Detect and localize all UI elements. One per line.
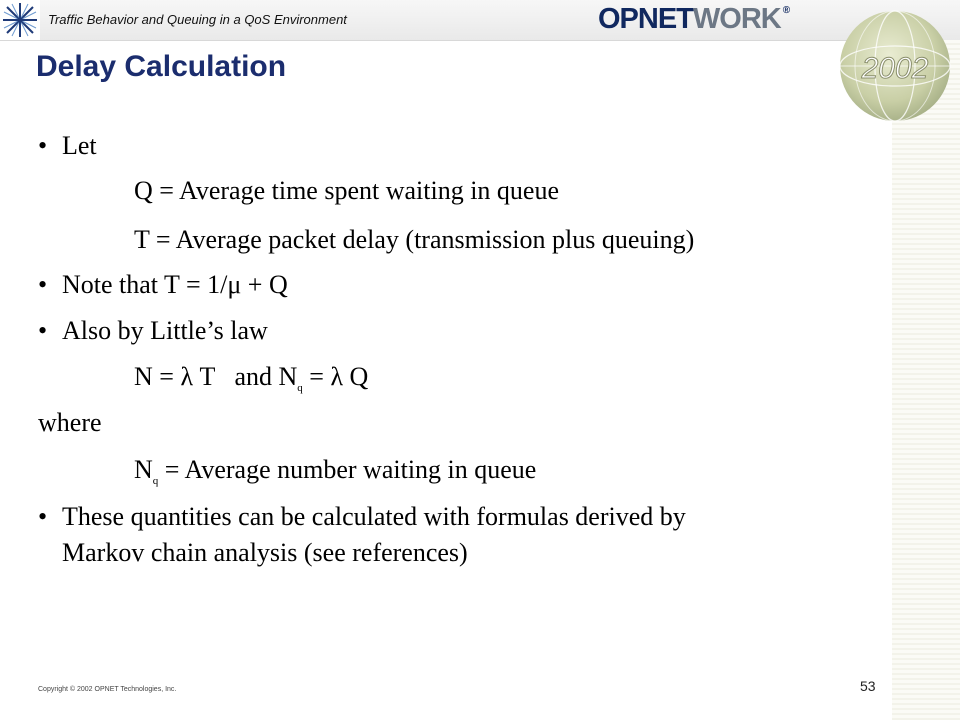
opnetwork-2002-globe-badge — [836, 6, 954, 124]
nq-def-subscript: q — [152, 475, 159, 487]
badge-year-text: 2002 — [861, 52, 929, 85]
opnetwork-logo — [598, 4, 789, 34]
bullet-dot: • — [38, 502, 48, 531]
where-text: where — [38, 408, 102, 437]
let-text: Let — [62, 131, 97, 160]
quantities-line-1: These quantities can be calculated with formulas derived by — [62, 502, 686, 531]
bullet-dot: • — [38, 316, 48, 345]
littles-law-part-a: N = λ T and N — [134, 362, 298, 391]
bullet-dot: • — [38, 131, 48, 160]
right-side-pattern — [892, 40, 960, 720]
t-definition: T = Average packet delay (transmission plus queuing) — [134, 225, 695, 254]
slide-title: Delay Calculation — [36, 50, 287, 83]
presentation-subtitle: Traffic Behavior and Queuing in a QoS Environment — [48, 12, 347, 27]
note-formula: Note that T = 1/μ + Q — [62, 270, 288, 299]
q-definition: Q = Average time spent waiting in queue — [134, 176, 560, 205]
nq-subscript: q — [297, 382, 303, 394]
page-number: 53 — [860, 678, 876, 694]
quantities-line-2: Markov chain analysis (see references) — [62, 538, 468, 567]
logo-work-text: WORK — [692, 2, 781, 35]
littles-law-formula — [134, 362, 368, 392]
nq-definition-text: = Average number waiting in queue — [158, 455, 537, 484]
logo-trademark: ® — [782, 4, 790, 16]
header-bar — [0, 0, 960, 41]
copyright-text: Copyright © 2002 OPNET Technologies, Inc. — [38, 686, 177, 693]
littles-law-part-b: = λ Q — [302, 362, 369, 391]
bullet-dot: • — [38, 270, 48, 299]
nq-definition — [134, 455, 536, 485]
star-burst-icon — [0, 0, 40, 40]
nq-main: N — [134, 455, 153, 484]
logo-opnet-text: OPNET — [598, 2, 693, 35]
littles-law-intro: Also by Little’s law — [62, 316, 268, 345]
